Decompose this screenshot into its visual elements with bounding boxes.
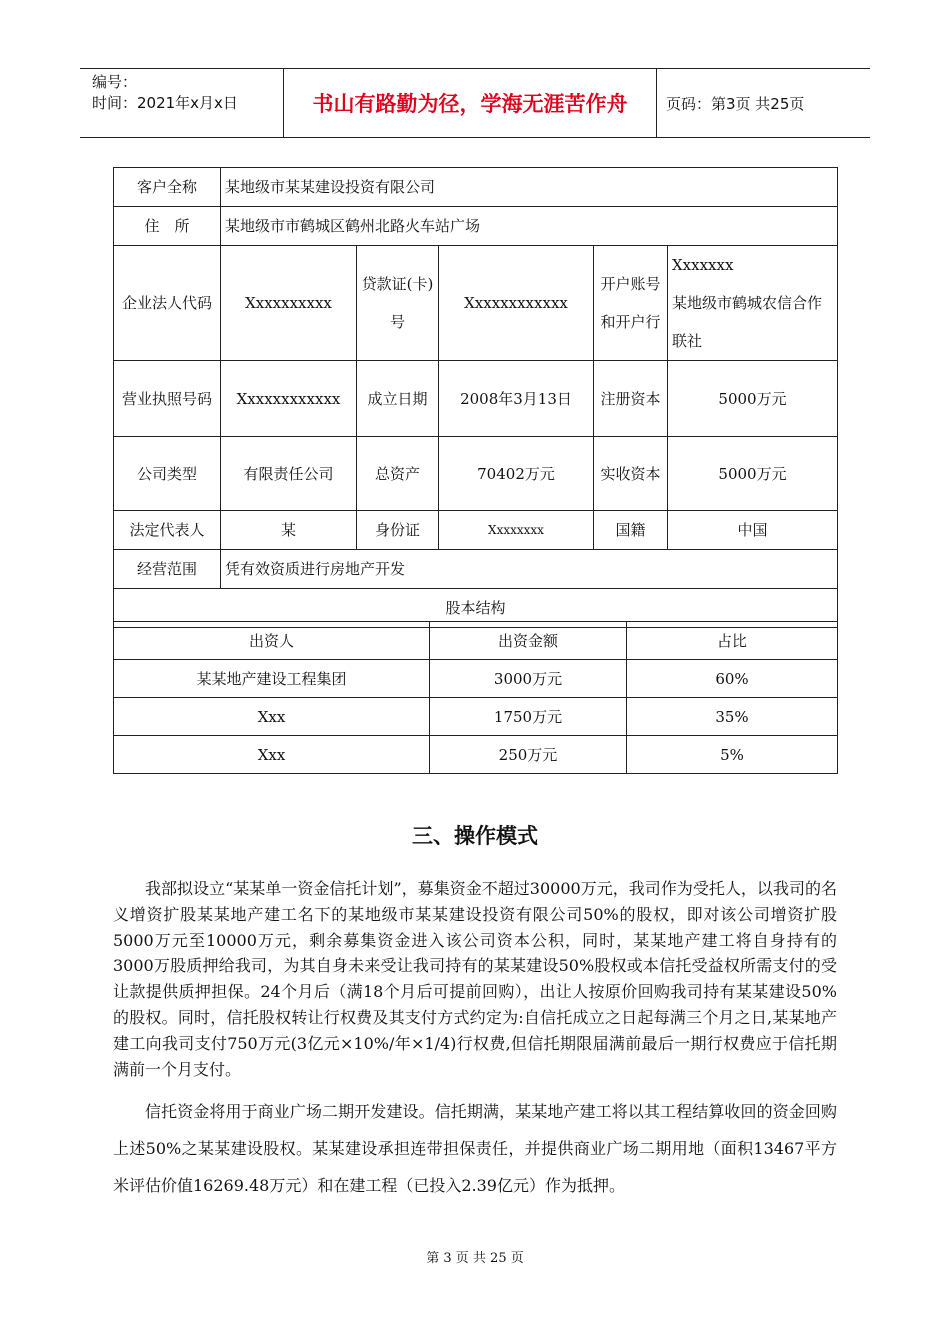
client-info-table: [113, 167, 838, 628]
header-motto: 书山有路勤为径，学海无涯苦作舟: [283, 69, 657, 137]
legal-code-label: 企业法人代码: [114, 246, 221, 361]
bank-value: [668, 246, 838, 361]
table-row: [114, 698, 838, 736]
license-label: 营业执照号码: [114, 361, 221, 437]
equity-investor: Xxx: [114, 736, 430, 774]
table-row: [114, 660, 838, 698]
nationality-value: 中国: [668, 511, 838, 550]
header-page-label: 页码：第3页 共25页: [666, 94, 805, 113]
total-assets-label: 总资产: [357, 437, 439, 511]
reg-capital-label: 注册资本: [594, 361, 668, 437]
scope-label: 经营范围: [114, 550, 221, 589]
reg-capital-value: 5000万元: [668, 361, 838, 437]
paid-capital-label: 实收资本: [594, 437, 668, 511]
header-meta: [92, 72, 238, 114]
bank-label: 开户账号和开户行: [594, 246, 668, 361]
table-row: [114, 736, 838, 774]
bank-account: Xxxxxxx: [672, 256, 734, 274]
serial-label: 编号：: [92, 73, 138, 91]
section-title: 三、操作模式: [412, 824, 538, 848]
equity-header-investor: 出资人: [114, 622, 430, 660]
equity-ratio: 60%: [627, 660, 838, 698]
equity-ratio: 5%: [627, 736, 838, 774]
license-value: Xxxxxxxxxxxx: [221, 361, 357, 437]
equity-investor: 某某地产建设工程集团: [114, 660, 430, 698]
page-header: [80, 68, 870, 138]
equity-title: 股本结构: [114, 589, 838, 628]
time-label: 时间：2021年x月x日: [92, 94, 238, 112]
company-type-label: 公司类型: [114, 437, 221, 511]
address-label: 住 所: [114, 207, 221, 246]
rep-value: 某: [221, 511, 357, 550]
equity-amount: 3000万元: [430, 660, 627, 698]
equity-investor: Xxx: [114, 698, 430, 736]
equity-amount: 250万元: [430, 736, 627, 774]
company-type-value: 有限责任公司: [221, 437, 357, 511]
total-assets-value: 70402万元: [439, 437, 594, 511]
paragraph-1: 我部拟设立“某某单一资金信托计划”，募集资金不超过30000万元，我司作为受托人，以我司的名义增资扩股某某地产建工名下的某地级市某某建设投资有限公司50%的股权，即对该公司增资扩股5000万元至10000万元，剩余募集资金进入该公司资本公积，同时，某某地产建工将自身持有的3000万股质押给我司，为其自身未来受让我司持有的某某建设50%股权或本信托受益权所需支付的受让款提供质押担保。24个月后（满18个月后可提前回购），出让人按原价回购我司持有某某建设50%的股权。同时，信托股权转让行权费及其支付方式约定为:自信托成立之日起每满三个月之日,某某地产建工向我司支付750万元(3亿元×10%/年×1/4)行权费,但信托期限届满前最后一期行权费应于信托期满前一个月支付。: [113, 879, 837, 1079]
equity-table: [113, 621, 838, 774]
nationality-label: 国籍: [594, 511, 668, 550]
loan-card-label: 贷款证(卡)号: [357, 246, 439, 361]
client-name-value: 某地级市某某建设投资有限公司: [221, 168, 838, 207]
id-label: 身份证: [357, 511, 439, 550]
paragraph-2: 信托资金将用于商业广场二期开发建设。信托期满，某某地产建工将以其工程结算收回的资金回购上述50%之某某建设股权。某某建设承担连带担保责任，并提供商业广场二期用地（面积13467平方米评估价值16269.48万元）和在建工程（已投入2.39亿元）作为抵押。: [113, 1102, 837, 1195]
equity-amount: 1750万元: [430, 698, 627, 736]
address-value: 某地级市市鹤城区鹤州北路火车站广场: [221, 207, 838, 246]
rep-label: 法定代表人: [114, 511, 221, 550]
equity-header-ratio: 占比: [627, 622, 838, 660]
est-date-value: 2008年3月13日: [439, 361, 594, 437]
bank-name: 某地级市鹤城农信合作联社: [672, 294, 823, 350]
equity-header-row: [114, 622, 838, 660]
est-date-label: 成立日期: [357, 361, 439, 437]
scope-value: 凭有效资质进行房地产开发: [221, 550, 838, 589]
paid-capital-value: 5000万元: [668, 437, 838, 511]
legal-code-value: Xxxxxxxxxx: [221, 246, 357, 361]
equity-header-amount: 出资金额: [430, 622, 627, 660]
id-value: Xxxxxxxx: [439, 511, 594, 550]
client-name-label: 客户全称: [114, 168, 221, 207]
page-footer: 第 3 页 共 25 页: [426, 1251, 524, 1266]
equity-ratio: 35%: [627, 698, 838, 736]
loan-card-value: Xxxxxxxxxxxx: [439, 246, 594, 361]
